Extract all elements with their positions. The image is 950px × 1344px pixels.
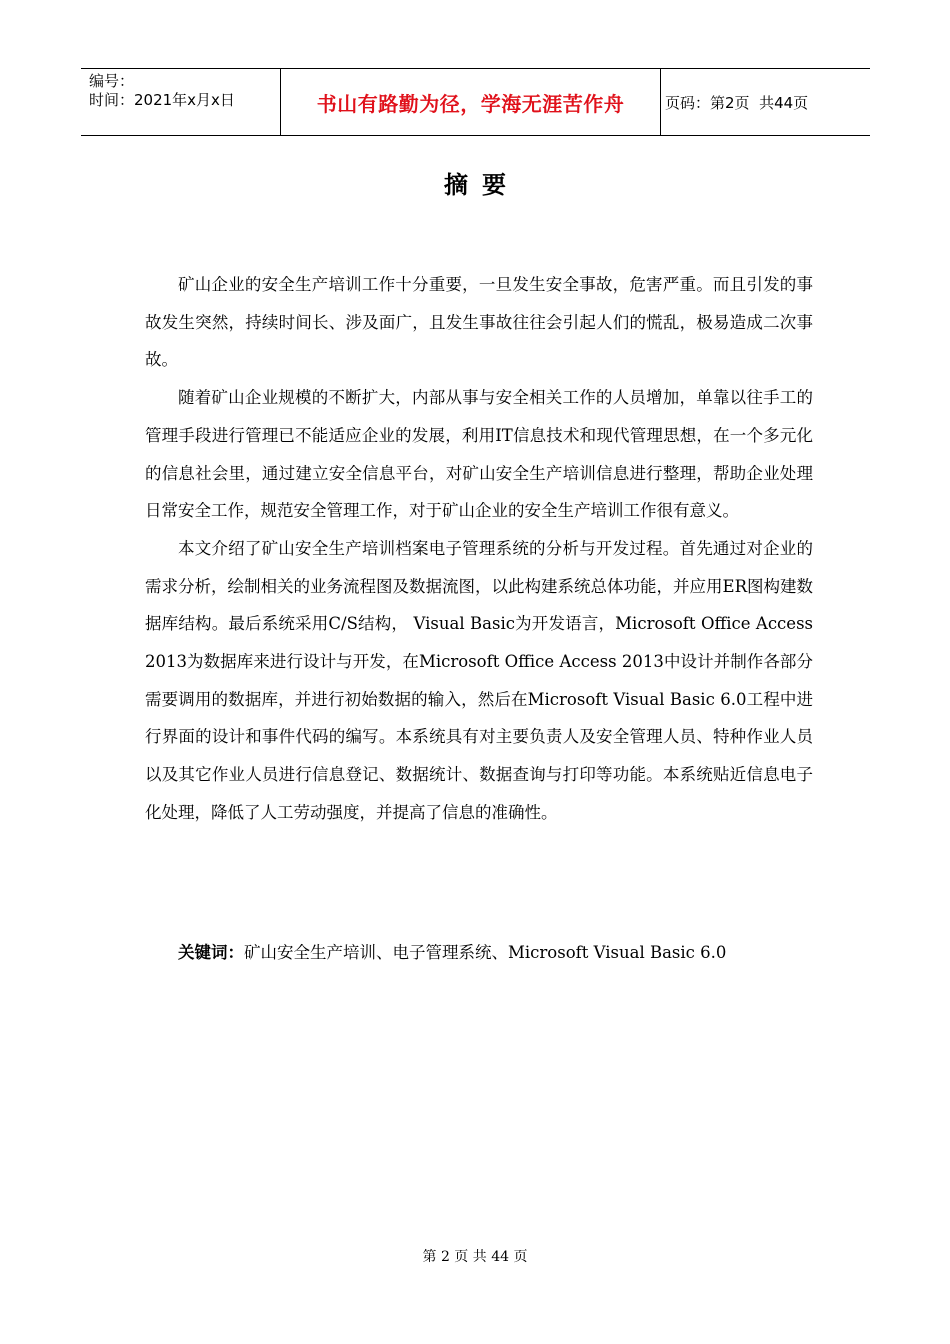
document-header <box>81 68 870 136</box>
keywords-line <box>145 934 813 972</box>
page-footer: 第 2 页 共 44 页 <box>422 1249 528 1265</box>
abstract-paragraph-3: 本文介绍了矿山安全生产培训档案电子管理系统的分析与开发过程。首先通过对企业的需求分析，绘制相关的业务流程图及数据流图，以此构建系统总体功能，并应用ER图构建数据库结构。最后系统采用C/S结构， Visual Basic为开发语言，Microsoft Office Access 2013为数据库来进行设计与开发，在Microsoft Office Access 2013中设计并制作各部分需要调用的数据库，并进行初始数据的输入，然后在Microsoft Visual Basic 6.0工程中进行界面的设计和事件代码的编写。本系统具有对主要负责人及安全管理人员、特种作业人员以及其它作业人员进行信息登记、数据统计、数据查询与打印等功能。本系统贴近信息电子化处理，降低了人工劳动强度，并提高了信息的准确性。 <box>145 538 813 822</box>
document-number-label: 编号： <box>89 72 135 90</box>
header-motto: 书山有路勤为径，学海无涯苦作舟 <box>281 69 661 135</box>
abstract-paragraph-1: 矿山企业的安全生产培训工作十分重要，一旦发生安全事故，危害严重。而且引发的事故发生突然，持续时间长、涉及面广，且发生事故往往会引起人们的慌乱，极易造成二次事故。 <box>145 275 813 370</box>
abstract-title: 摘要 <box>444 171 520 199</box>
document-time-label: 时间：2021年x月x日 <box>89 91 235 109</box>
keywords-text: 矿山安全生产培训、电子管理系统、Microsoft Visual Basic 6.0 <box>244 943 727 962</box>
header-meta <box>81 69 281 135</box>
header-page-info: 页码：第2页 共44页 <box>665 93 809 112</box>
abstract-body <box>145 266 813 832</box>
keywords-label: 关键词： <box>178 943 244 962</box>
abstract-paragraph-2: 随着矿山企业规模的不断扩大，内部从事与安全相关工作的人员增加，单靠以往手工的管理手段进行管理已不能适应企业的发展，利用IT信息技术和现代管理思想，在一个多元化的信息社会里，通过建立安全信息平台，对矿山安全生产培训信息进行整理，帮助企业处理日常安全工作，规范安全管理工作，对于矿山企业的安全生产培训工作很有意义。 <box>145 388 813 521</box>
